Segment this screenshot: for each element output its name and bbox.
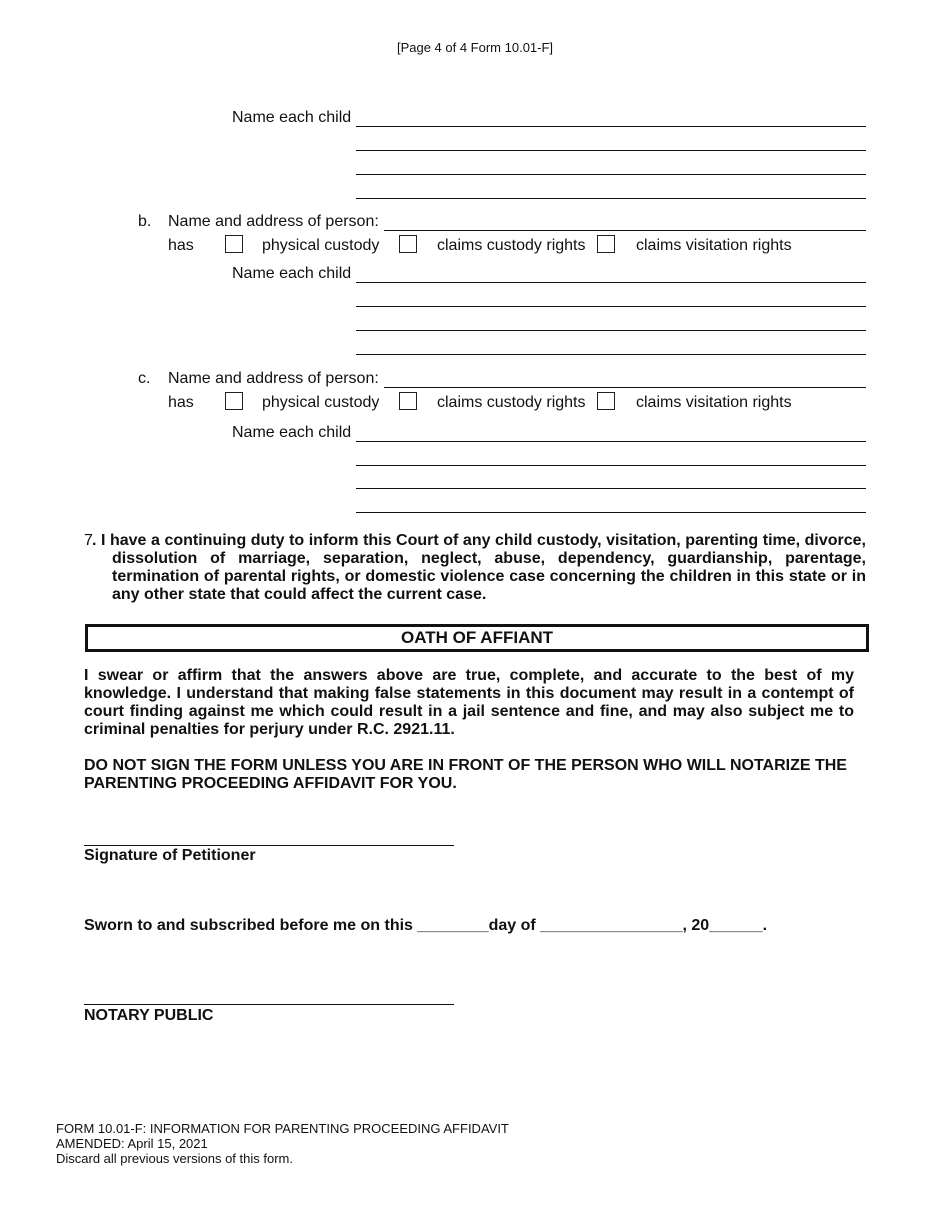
name-address-label-b: Name and address of person: <box>168 213 379 230</box>
section-c-letter: c. <box>138 370 151 387</box>
name-each-child-label-b: Name each child <box>232 265 352 282</box>
name-address-line-b[interactable] <box>384 230 866 231</box>
child-name-line-a3[interactable] <box>356 174 866 175</box>
physical-custody-label-b: physical custody <box>262 237 380 254</box>
item-7-number: 7 <box>84 532 93 549</box>
page-header: [Page 4 of 4 Form 10.01-F] <box>396 40 554 55</box>
child-name-line-c3[interactable] <box>356 488 866 489</box>
claims-custody-label-b: claims custody rights <box>437 237 586 254</box>
claims-visitation-label-c: claims visitation rights <box>636 394 792 411</box>
oath-statement: I swear or affirm that the answers above are true, complete, and accurate to the best of my knowledge. I understand that making false statements in this document may result in a contempt of court finding against me which could result in a jail sentence and fine, and may also subject me to criminal penalties for perjury under R.C. 2921.11. <box>84 667 854 738</box>
name-address-line-c[interactable] <box>384 387 866 388</box>
child-name-line-b4[interactable] <box>356 354 866 355</box>
child-name-line-b1[interactable] <box>356 282 866 283</box>
claims-visitation-checkbox-c[interactable] <box>597 392 615 410</box>
claims-custody-label-c: claims custody rights <box>437 394 586 411</box>
child-name-line-b2[interactable] <box>356 306 866 307</box>
physical-custody-label-c: physical custody <box>262 394 380 411</box>
name-each-child-label-c: Name each child <box>232 424 352 441</box>
child-name-line-a2[interactable] <box>356 150 866 151</box>
claims-visitation-label-b: claims visitation rights <box>636 237 792 254</box>
notarize-warning: DO NOT SIGN THE FORM UNLESS YOU ARE IN FRONT OF THE PERSON WHO WILL NOTARIZE THE PARENTING PROCEEDING AFFIDAVIT FOR YOU. <box>84 757 847 792</box>
child-name-line-c1[interactable] <box>356 441 866 442</box>
child-name-line-c2[interactable] <box>356 465 866 466</box>
signature-line[interactable] <box>84 845 454 846</box>
footer-form-title: FORM 10.01-F: INFORMATION FOR PARENTING PROCEEDING AFFIDAVIT <box>56 1121 509 1136</box>
item-7-body: . I have a continuing duty to inform this Court of any child custody, visitation, parenting time, divorce, dissolution of marriage, separation, neglect, abuse, dependency, guardianship, parentage, termination of parental rights, or domestic violence case concerning the children in this state or in any other state that could affect the current case. <box>92 532 866 603</box>
child-name-line-a1[interactable] <box>356 126 866 127</box>
child-name-line-a4[interactable] <box>356 198 866 199</box>
has-label-b: has <box>168 237 194 254</box>
child-name-line-c4[interactable] <box>356 512 866 513</box>
notary-signature-line[interactable] <box>84 1004 454 1005</box>
claims-custody-checkbox-b[interactable] <box>399 235 417 253</box>
oath-of-affiant-heading: OATH OF AFFIANT <box>85 624 869 652</box>
claims-custody-checkbox-c[interactable] <box>399 392 417 410</box>
footer-discard-note: Discard all previous versions of this form. <box>56 1151 293 1166</box>
footer-amended: AMENDED: April 15, 2021 <box>56 1136 208 1151</box>
signature-label: Signature of Petitioner <box>84 847 256 864</box>
sworn-statement: Sworn to and subscribed before me on this ________day of ________________, 20______. <box>84 917 768 934</box>
notary-public-label: NOTARY PUBLIC <box>84 1007 214 1024</box>
physical-custody-checkbox-b[interactable] <box>225 235 243 253</box>
has-label-c: has <box>168 394 194 411</box>
physical-custody-checkbox-c[interactable] <box>225 392 243 410</box>
claims-visitation-checkbox-b[interactable] <box>597 235 615 253</box>
child-name-line-b3[interactable] <box>356 330 866 331</box>
name-address-label-c: Name and address of person: <box>168 370 379 387</box>
section-b-letter: b. <box>138 213 152 230</box>
name-each-child-label-a: Name each child <box>232 109 352 126</box>
item-7-text <box>92 532 866 604</box>
